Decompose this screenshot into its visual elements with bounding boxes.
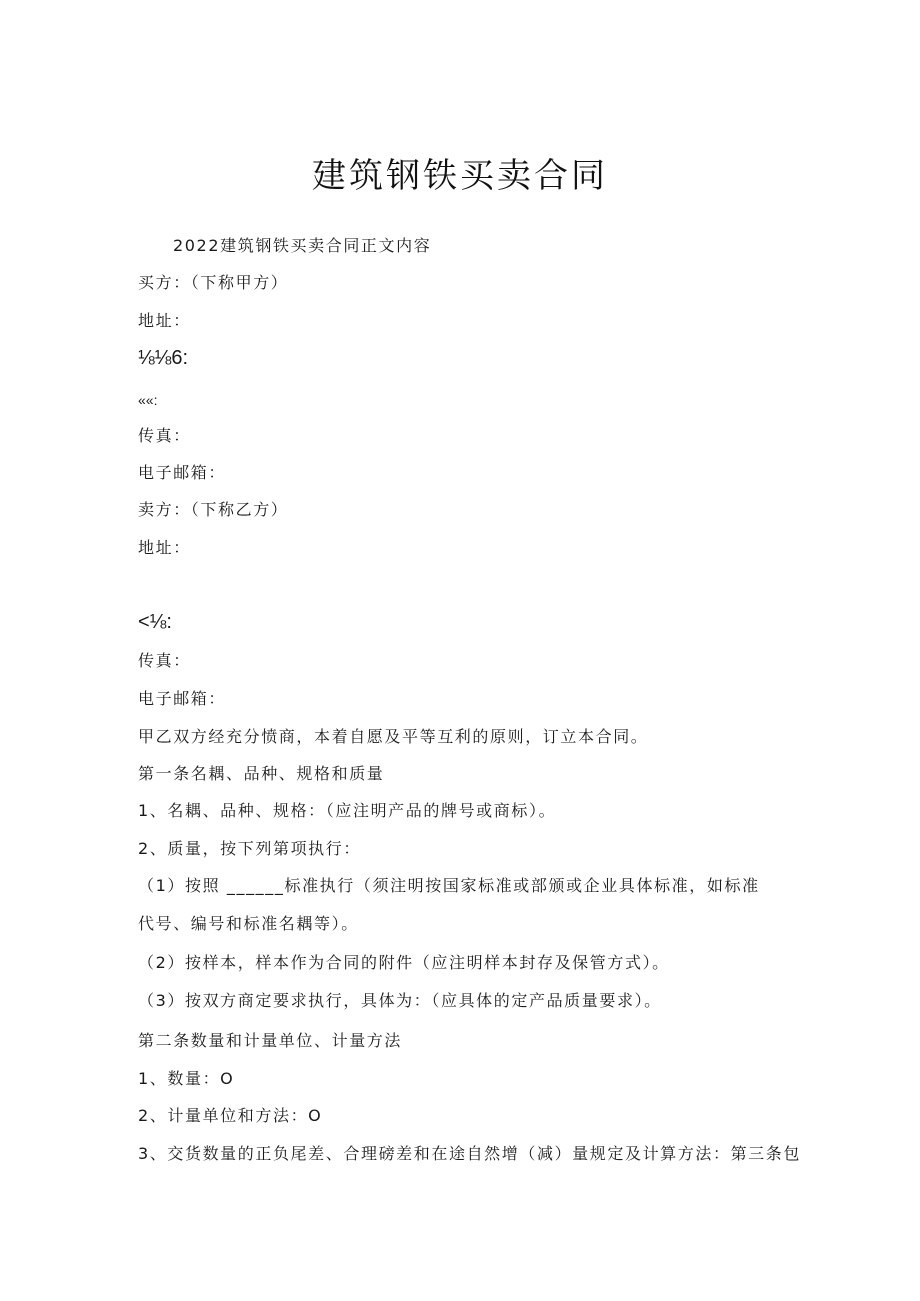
seller-phone-garbled: <⅛:	[138, 611, 172, 633]
article-1-item-2: 2、质量，按下列第项执行：	[138, 839, 361, 858]
preamble-paragraph: 甲乙双方经充分愤商，本着自愿及平等互利的原则，订立本合同。	[138, 727, 649, 746]
quality-option-1: （1）按照 ______标准执行（须注明按国家标准或部颁或企业具体标准，如标准	[138, 876, 760, 895]
quality-option-1-cont: 代号、编号和标准名耦等）。	[138, 914, 359, 933]
quality-option-3: （3）按双方商定要求执行，具体为：（应具体的定产品质量要求）。	[138, 991, 662, 1010]
buyer-label: 买方：（下称甲方）	[138, 273, 289, 292]
document-title: 建筑钢铁买卖合同	[312, 156, 608, 196]
quality-option-2: （2）按样本，样本作为合同的附件（应注明样本封存及保管方式）。	[138, 953, 670, 972]
buyer-fax: 传真：	[138, 426, 191, 445]
buyer-address: 地址：	[138, 311, 191, 330]
article-2-item-3: 3、交货数量的正负尾差、合理磅差和在途自然增（减）量规定及计算方法：第三条包	[138, 1144, 801, 1163]
article-2-item-2: 2、计量单位和方法：O	[138, 1106, 323, 1125]
buyer-field-garbled: ««:	[138, 392, 158, 408]
doc-subtitle: 2022建筑钢铁买卖合同正文内容	[173, 236, 432, 255]
seller-fax: 传真：	[138, 651, 191, 670]
article-2-item-1: 1、数量：O	[138, 1069, 235, 1088]
buyer-email: 电子邮箱：	[138, 463, 227, 482]
seller-address: 地址：	[138, 538, 191, 557]
seller-email: 电子邮箱：	[138, 689, 227, 708]
article-2-heading: 第二条数量和计量单位、计量方法	[138, 1031, 403, 1050]
article-1-heading: 第一条名耦、品种、规格和质量	[138, 764, 385, 783]
buyer-phone-garbled: ⅛⅛6:	[138, 347, 189, 369]
seller-label: 卖方：（下称乙方）	[138, 500, 289, 519]
article-1-item-1: 1、名耦、品种、规格：（应注明产品的牌号或商标）。	[138, 801, 557, 820]
